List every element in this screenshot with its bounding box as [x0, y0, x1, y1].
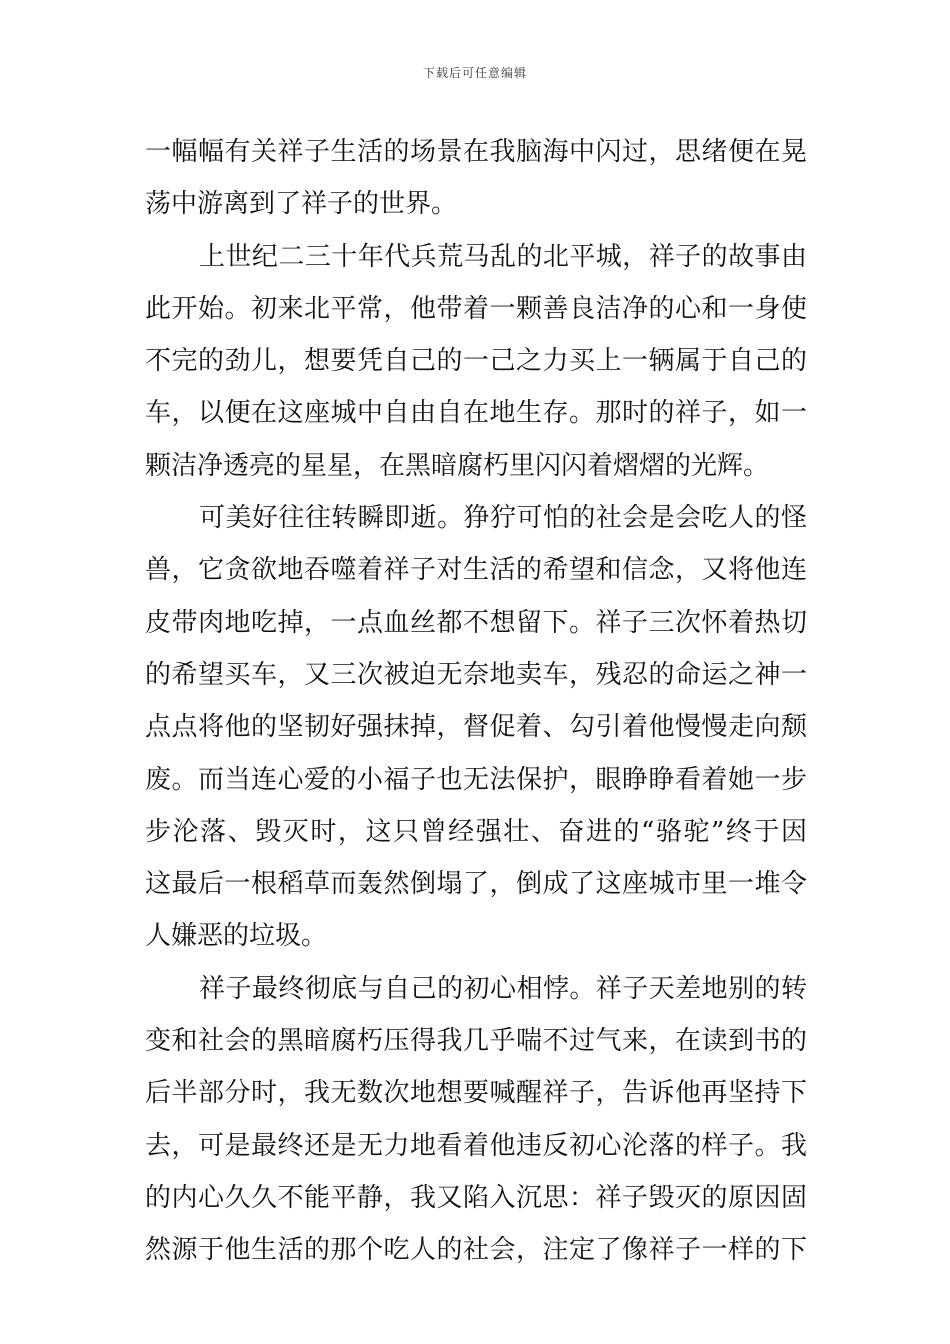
text-line: 这最后一根稻草而轰然倒塌了，倒成了这座城市里一堆令	[145, 869, 807, 900]
text-line: 然源于他生活的那个吃人的社会，注定了像祥子一样的下	[145, 1235, 807, 1266]
text-line: 点点将他的坚韧好强抹掉，督促着、勾引着他慢慢走向颓	[145, 712, 807, 743]
text-line: 人嫌恶的垃圾。	[145, 921, 328, 952]
text-line: 步沦落、毁灭时，这只曾经强壮、奋进的“骆驼”终于因	[145, 816, 807, 847]
text-line: 的希望买车，又三次被迫无奈地卖车，残忍的命运之神一	[145, 659, 807, 690]
text-line: 兽，它贪欲地吞噬着祥子对生活的希望和信念，又将他连	[145, 555, 807, 586]
body-text	[145, 126, 807, 1277]
text-line: 此开始。初来北平常，他带着一颗善良洁净的心和一身使	[145, 293, 807, 324]
text-line: 车，以便在这座城中自由自在地生存。那时的祥子，如一	[145, 398, 807, 429]
paragraph-first-line: 上世纪二三十年代兵荒马乱的北平城，祥子的故事由	[199, 241, 807, 272]
text-line: 颗洁净透亮的星星，在黑暗腐朽里闪闪着熠熠的光辉。	[145, 450, 770, 481]
text-line: 不完的劲儿，想要凭自己的一己之力买上一辆属于自己的	[145, 346, 807, 377]
header-note: 下载后可任意编辑	[422, 66, 527, 80]
text-line: 废。而当连心爱的小福子也无法保护，眼睁睁看着她一步	[145, 764, 807, 795]
text-line: 皮带肉地吃掉，一点血丝都不想留下。祥子三次怀着热切	[145, 607, 807, 638]
text-line: 后半部分时，我无数次地想要喊醒祥子，告诉他再坚持下	[145, 1078, 807, 1109]
text-line: 去，可是最终还是无力地看着他违反初心沦落的样子。我	[145, 1130, 807, 1161]
text-line: 一幅幅有关祥子生活的场景在我脑海中闪过，思绪便在晃	[145, 137, 807, 167]
paragraph-first-line: 可美好往往转瞬即逝。狰狞可怕的社会是会吃人的怪	[199, 503, 807, 534]
text-line: 荡中游离到了祥子的世界。	[145, 189, 458, 220]
paragraph-first-line: 祥子最终彻底与自己的初心相悖。祥子天差地别的转	[199, 973, 807, 1004]
text-line: 变和社会的黑暗腐朽压得我几乎喘不过气来，在读到书的	[145, 1026, 807, 1057]
text-line: 的内心久久不能平静，我又陷入沉思：祥子毁灭的原因固	[145, 1182, 807, 1213]
